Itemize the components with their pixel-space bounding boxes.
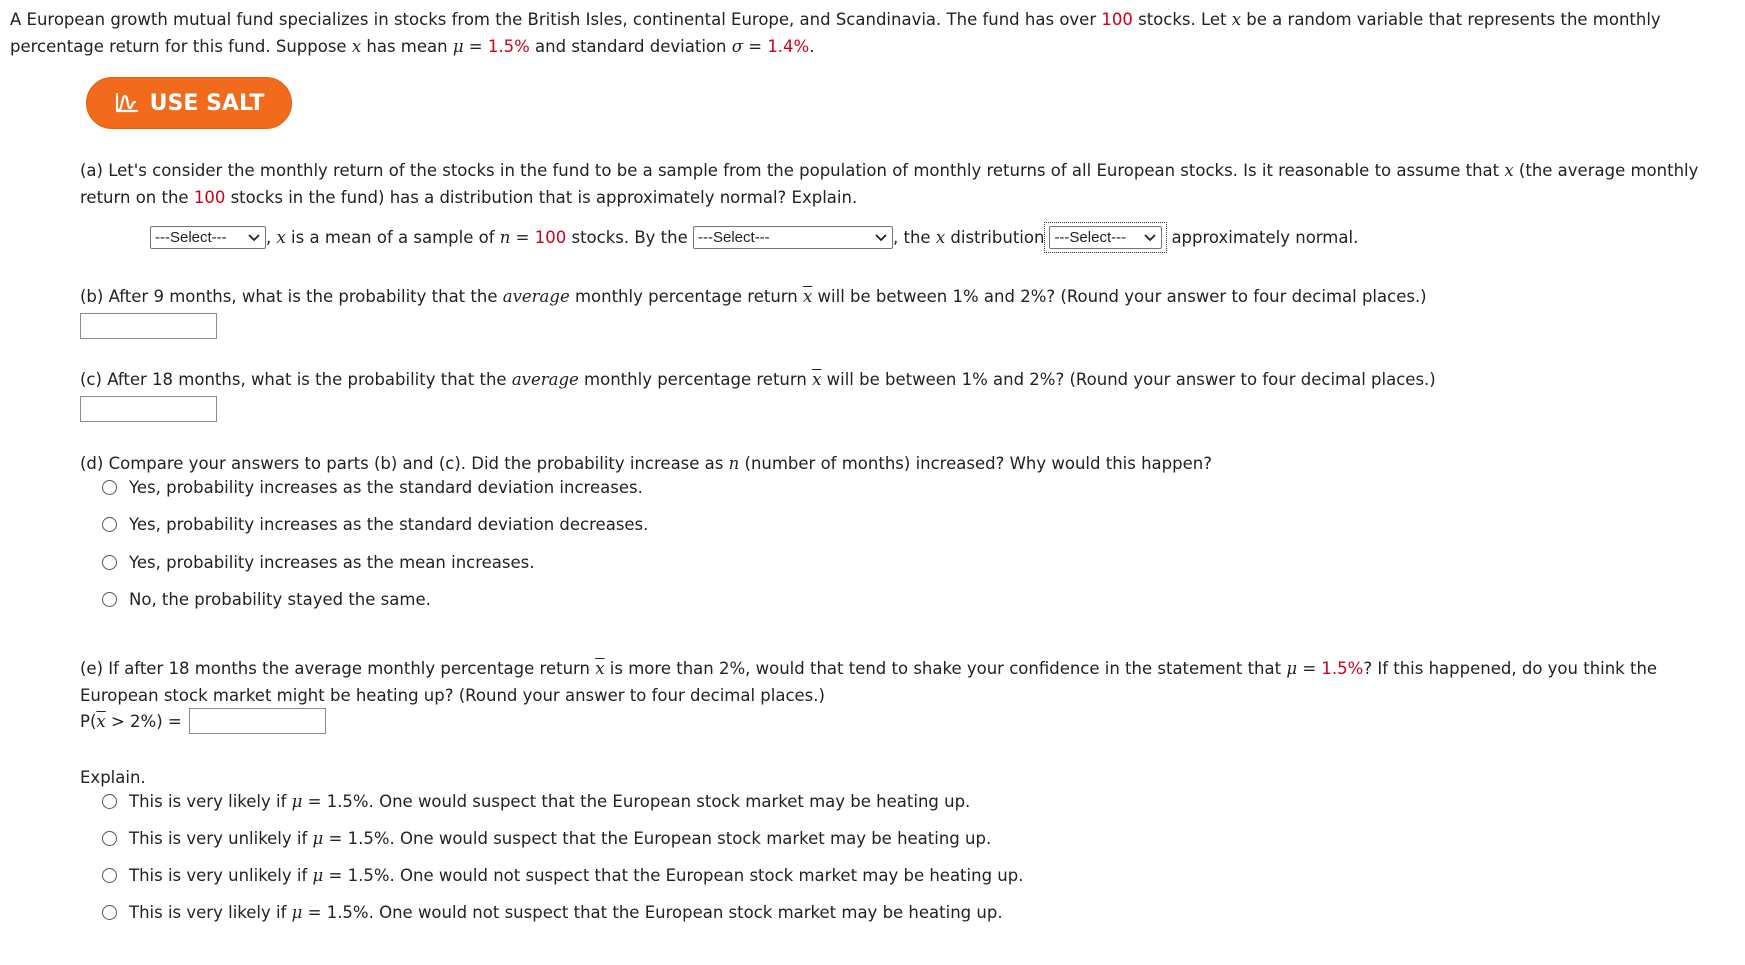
sd-value: 1.4% bbox=[767, 37, 810, 56]
use-salt-label: USE SALT bbox=[149, 90, 265, 116]
part-e-option[interactable]: This is very likely if μ = 1.5%. One would suspect that the European stock market may be heating up. bbox=[102, 792, 970, 811]
part-a-select-3-focus bbox=[1044, 222, 1167, 253]
mean-value: 1.5% bbox=[487, 37, 530, 56]
part-e-option[interactable]: This is very likely if μ = 1.5%. One would not suspect that the European stock market may be heating up. bbox=[102, 903, 1003, 922]
part-a-select-1[interactable]: ---Select--- bbox=[150, 226, 266, 249]
part-d-option[interactable]: No, the probability stayed the same. bbox=[102, 590, 431, 609]
use-salt-button[interactable] bbox=[86, 77, 292, 129]
radio-button[interactable] bbox=[102, 517, 117, 532]
part-b-question: (b) After 9 months, what is the probability that the average monthly percentage return $\overline{x}$ will be between 1% and 2%? (Round your answer to four decimal places.) bbox=[80, 287, 1427, 306]
part-d-question: (d) Compare your answers to parts (b) and (c). Did the probability increase as n (number of months) increased? Why would this happen? bbox=[80, 454, 1212, 473]
radio-button[interactable] bbox=[102, 555, 117, 570]
part-e-explain-label: Explain. bbox=[80, 768, 146, 787]
part-a-question: (a) Let's consider the monthly return of the stocks in the fund to be a sample from the population of monthly returns of all European stocks. Is it reasonable to assume that x (the average monthly return on the 100 stocks in the fund) has a distribution that is approximately normal? Explain. bbox=[80, 161, 1699, 207]
part-d-option[interactable]: Yes, probability increases as the mean increases. bbox=[102, 553, 535, 572]
part-c-answer-input[interactable] bbox=[80, 396, 217, 422]
part-d-option[interactable]: Yes, probability increases as the standard deviation decreases. bbox=[102, 515, 648, 534]
part-e-probability-row: P( $\overline{x}$ > 2%) = bbox=[80, 708, 326, 734]
radio-button[interactable] bbox=[102, 794, 117, 809]
chevron-down-icon bbox=[875, 234, 887, 242]
stock-count: 100 bbox=[1101, 10, 1133, 29]
chevron-down-icon bbox=[248, 234, 260, 242]
radio-button[interactable] bbox=[102, 905, 117, 920]
part-e-option[interactable]: This is very unlikely if μ = 1.5%. One would suspect that the European stock market may be heating up. bbox=[102, 829, 991, 848]
part-a-answer-row: ---Select--- , x is a mean of a sample of n = 100 stocks. By the ---Select--- , the x distribution ---Select--- approximately normal. bbox=[150, 222, 1358, 253]
problem-intro: A European growth mutual fund specializes in stocks from the British Isles, continental Europe, and Scandinavia. The fund has over 100 stocks. Let x be a random variable that represents the monthly percentage return for this fund. Suppose x has mean μ = 1.5% and standard deviation σ = 1.4%. bbox=[10, 10, 1661, 56]
part-e-answer-input[interactable] bbox=[189, 708, 326, 734]
part-e-question: (e) If after 18 months the average monthly percentage return $\overline{x}$ is more than 2%, would that tend to shake your confidence in the statement that μ = 1.5%? If this happened, do you think the European stock market might be heating up? (Round your answer to four decimal places.) bbox=[80, 659, 1658, 705]
radio-button[interactable] bbox=[102, 480, 117, 495]
radio-button[interactable] bbox=[102, 831, 117, 846]
part-e-option[interactable]: This is very unlikely if μ = 1.5%. One would not suspect that the European stock market may be heating up. bbox=[102, 866, 1023, 885]
chevron-down-icon bbox=[1144, 234, 1156, 242]
part-d-option[interactable]: Yes, probability increases as the standard deviation increases. bbox=[102, 478, 643, 497]
part-b-answer-input[interactable] bbox=[80, 313, 217, 339]
radio-button[interactable] bbox=[102, 592, 117, 607]
salt-icon bbox=[114, 90, 140, 116]
part-c-question: (c) After 18 months, what is the probability that the average monthly percentage return $\overline{x}$ will be between 1% and 2%? (Round your answer to four decimal places.) bbox=[80, 370, 1436, 389]
part-a-select-3[interactable]: ---Select--- bbox=[1049, 226, 1162, 249]
radio-button[interactable] bbox=[102, 868, 117, 883]
part-a-select-2[interactable]: ---Select--- bbox=[693, 226, 893, 249]
